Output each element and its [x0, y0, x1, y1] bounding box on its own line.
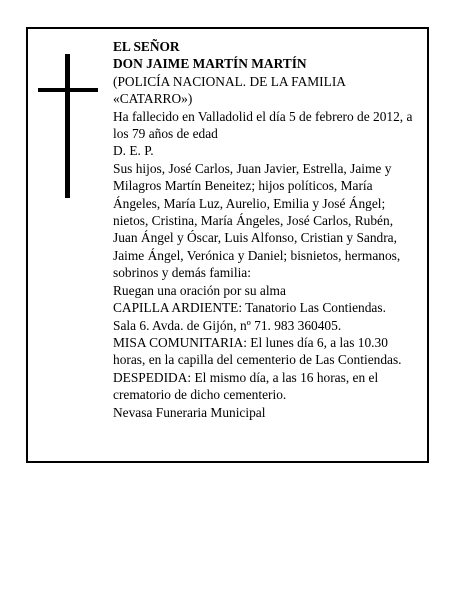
death-statement-line: Ha fallecido en Valladolid el día 5 de febrero de 2012, a [113, 108, 413, 124]
cross-vertical-bar [65, 54, 70, 198]
farewell-info-line: crematorio de dicho cementerio. [113, 387, 287, 403]
family-list-line: Jaime Ángel, Verónica y Daniel; bisnietos, hermanos, [113, 247, 401, 263]
family-list-line: Milagros Martín Beneitez; hijos políticos, María [113, 178, 373, 194]
obituary-text [113, 38, 425, 421]
funeral-home: Nevasa Funeraria Municipal [113, 404, 266, 420]
mass-info-line: MISA COMUNITARIA: El lunes día 6, a las 10.30 [113, 334, 388, 350]
chapel-info-line: Sala 6. Avda. de Gijón, nº 71. 983 360405. [113, 317, 342, 333]
death-statement-line: los 79 años de edad [113, 126, 218, 142]
rest-in-peace: D. E. P. [113, 143, 154, 159]
honorific: EL SEÑOR [113, 39, 180, 54]
family-list-line: Juan Ángel y Óscar, Luis Alfonso, Cristian y Sandra, [113, 230, 397, 246]
family-list-line: nietos, Cristina, María Ángeles, José Carlos, Rubén, [113, 213, 394, 229]
affiliation-line: «CATARRO») [113, 91, 193, 107]
prayer-request: Ruegan una oración por su alma [113, 282, 286, 298]
chapel-info-line: CAPILLA ARDIENTE: Tanatorio Las Contiendas. [113, 300, 386, 316]
deceased-name: DON JAIME MARTÍN MARTÍN [113, 56, 307, 72]
family-list-line: Ángeles, María Luz, Aurelio, Emilia y José Ángel; [113, 195, 386, 211]
mass-info-line: horas, en la capilla del cementerio de Las Contiendas. [113, 352, 402, 368]
family-list-line: sobrinos y demás familia: [113, 265, 251, 281]
cross-horizontal-bar [38, 88, 98, 92]
family-list-line: Sus hijos, José Carlos, Juan Javier, Estrella, Jaime y [113, 160, 392, 176]
affiliation-line: (POLICÍA NACIONAL. DE LA FAMILIA [113, 73, 346, 89]
farewell-info-line: DESPEDIDA: El mismo día, a las 16 horas, en el [113, 369, 379, 385]
latin-cross-icon [38, 54, 98, 198]
